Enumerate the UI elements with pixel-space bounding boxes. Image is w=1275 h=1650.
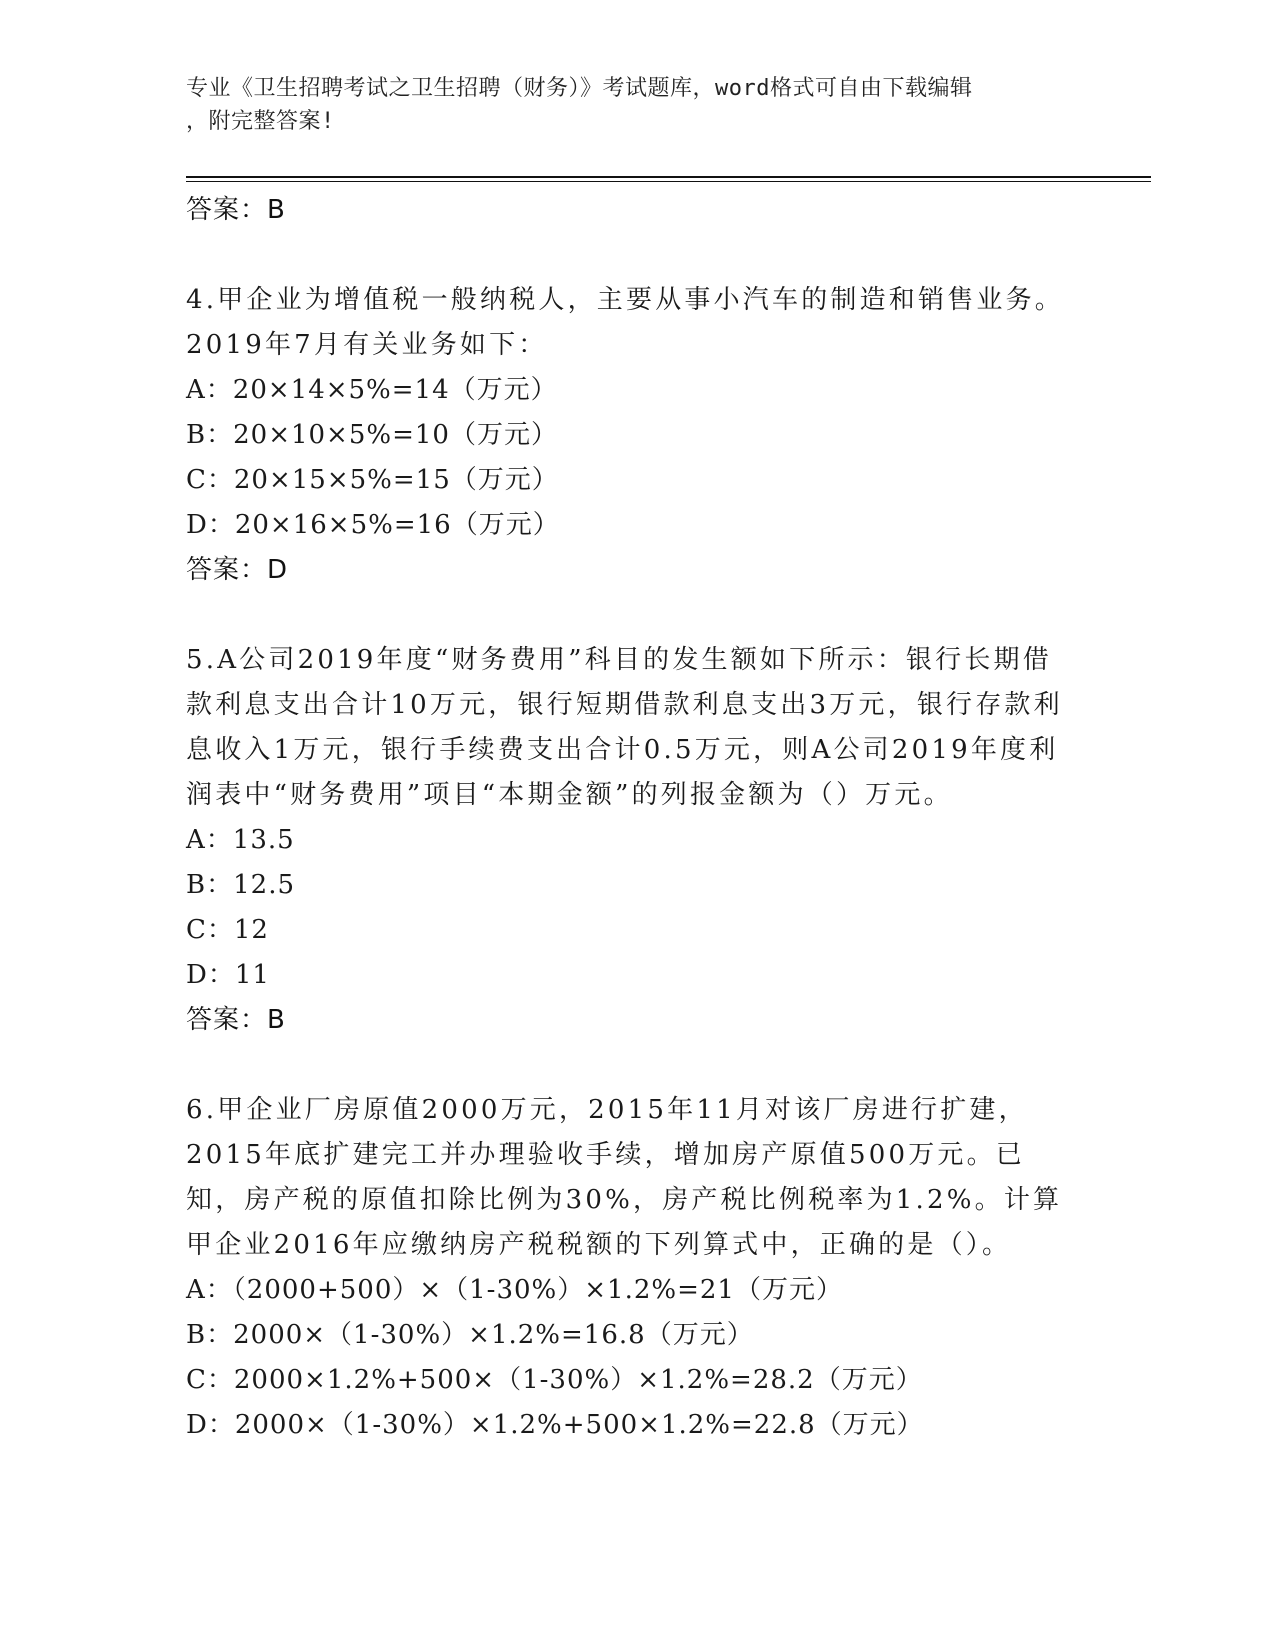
option-b: B：2000×（1-30%）×1.2%=16.8（万元） bbox=[186, 1320, 754, 1350]
document-header bbox=[186, 72, 1086, 138]
header-line-2: ，附完整答案! bbox=[186, 109, 335, 134]
option-a: A：20×14×5%=14（万元） bbox=[186, 375, 558, 405]
question-block bbox=[186, 278, 1076, 593]
header-divider-thick bbox=[186, 176, 1151, 178]
option-d: D：20×16×5%=16（万元） bbox=[186, 510, 560, 540]
answer-line: 答案：D bbox=[186, 555, 289, 585]
answer-line: 答案：B bbox=[186, 195, 286, 225]
option-b: B：12.5 bbox=[186, 870, 295, 900]
option-c: C：2000×1.2%+500×（1-30%）×1.2%=28.2（万元） bbox=[186, 1365, 923, 1395]
question-block bbox=[186, 638, 1076, 1043]
option-c: C：12 bbox=[186, 915, 269, 945]
option-c: C：20×15×5%=15（万元） bbox=[186, 465, 559, 495]
option-a: A：13.5 bbox=[186, 825, 295, 855]
option-d: D：2000×（1-30%）×1.2%+500×1.2%=22.8（万元） bbox=[186, 1410, 924, 1440]
header-divider-thin bbox=[186, 181, 1151, 182]
option-b: B：20×10×5%=10（万元） bbox=[186, 420, 558, 450]
document-body bbox=[186, 188, 1076, 1448]
question-text: 5.A公司2019年度“财务费用”科目的发生额如下所示：银行长期借款利息支出合计10万元，银行短期借款利息支出3万元，银行存款利息收入1万元，银行手续费支出合计0.5万元，则A公司2019年度利润表中“财务费用”项目“本期金额”的列报金额为（）万元。 bbox=[186, 645, 1063, 810]
header-line-1: 专业《卫生招聘考试之卫生招聘（财务）》考试题库，word格式可自由下载编辑 bbox=[186, 76, 973, 101]
question-text: 6.甲企业厂房原值2000万元，2015年11月对该厂房进行扩建，2015年底扩建完工并办理验收手续，增加房产原值500万元。已知，房产税的原值扣除比例为30%，房产税比例税率为1.2%。计算甲企业2016年应缴纳房产税税额的下列算式中，正确的是（）。 bbox=[186, 1095, 1063, 1260]
option-a: A：（2000+500）×（1-30%）×1.2%=21（万元） bbox=[186, 1275, 843, 1305]
answer-line: 答案：B bbox=[186, 1005, 286, 1035]
question-text: 4.甲企业为增值税一般纳税人，主要从事小汽车的制造和销售业务。2019年7月有关业务如下： bbox=[186, 285, 1065, 360]
option-d: D：11 bbox=[186, 960, 270, 990]
question-block bbox=[186, 1088, 1076, 1448]
